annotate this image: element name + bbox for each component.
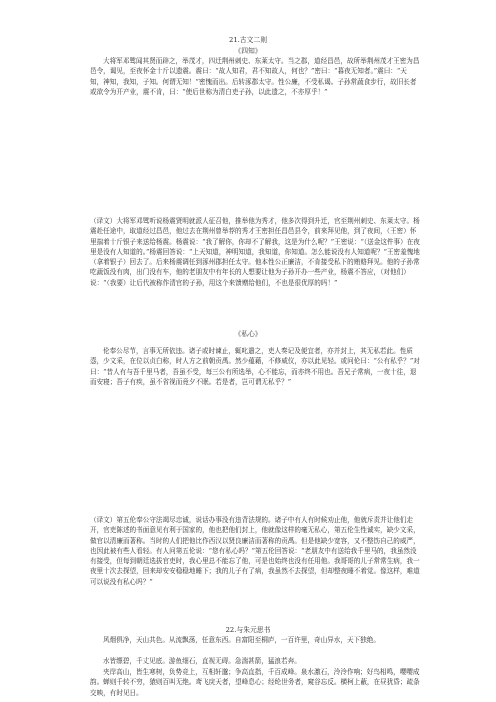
section-title-sixin: 《私心》	[234, 330, 262, 338]
sizhi-original-text: 大将军邓骘闻其贤而辟之，举茂才，四迁荆州刺史、东莱太守。当之郡，道经昌邑，故所举荆州茂才王密为昌邑令，谒见，至夜怀金十斤以遗震。震曰：“故人知君，君不知故人，何也？”密曰：“暮夜无知者。”震曰：“天知，神知，我知，子知。何谓无知！”密愧而出。后转涿郡太守。性公廉，不受私谒。子孙常蔬食步行，故旧长者或欲令为开产业，震不肯，曰：“使后世称为清白吏子孙，以此遗之，不亦厚乎！”	[90, 57, 420, 96]
lesson-heading-22: 22.与朱元思书	[225, 626, 271, 634]
sixin-original-text: 伦奉公尽节，言事无所依违。诸子或时谏止，辄叱遣之，吏人奏记及便宜者，亦并封上，其无私若此。性质悫，少文采，在位以贞白称，时人方之前朝贡禹。然少蕴藉，不修威仪，亦以此见轻。或问伦曰：“公有私乎？”对曰：“昔人有与吾千里马者，吾虽不受，每三公有所选举，心不能忘，而亦终不用也。吾兄子常病，一夜十往，退而安寝；吾子有疾，虽不省视而竟夕不眠。若是者，岂可谓无私乎？”	[90, 347, 420, 386]
sixin-translation: （译文）第五伦奉公守法竭尽忠诚，说话办事没有违背法规的。诸子中有人有时候劝止他，他就斥责并让他们走开，官吏陈述的书面意见有利于国家的，他也把他们封上，他就像这样的毫无私心，第五伦生性诚实，缺少文采，做官以清廉而著称。当时的人们把他比作西汉以贤良廉洁而著称的贡禹。但是他缺少宽容，又不整饬自己的威严，也因此被有些人看轻。有人问第五伦说：“您有私心吗？”第五伦回答说：“老朋友中有送给我千里马的，我虽然没有接受，但每到朝廷选拔官吏时，我心里总不能忘了他，可是也始终也没有任用他。我哥哥的儿子常常生病，我一夜里十次去探望，回来却安安稳稳地睡下；我的儿子有了病，我虽然不去探望，但却整夜睡不着觉。像这样，难道可以说没有私心吗？”	[90, 516, 420, 586]
section-title-sizhi: 《四知》	[234, 47, 262, 55]
yuzhu-paragraph-3: 夹岸高山，皆生寒树，负势竞上，互相轩邈；争高直指，千百成峰。泉水激石，泠泠作响；好鸟相鸣，嘤嘤成韵。蝉则千转不穷，猿则百叫无绝。鸢飞戾天者，望峰息心；经纶世务者，窥谷忘反。横柯上蔽，在昼犹昏；疏条交映，有时见日。	[90, 668, 420, 697]
yuzhu-paragraph-2: 水皆缥碧，千丈见底。游鱼细石，直视无碍。急湍甚箭，猛浪若奔。	[103, 657, 301, 665]
yuzhu-paragraph-1: 风烟俱净，天山共色。从流飘荡，任意东西。自富阳至桐庐，一百许里，奇山异水，天下独绝。	[103, 636, 380, 644]
sizhi-translation: （译文）大将军邓骘听说杨震贤明就派人征召他，推举他为秀才，他多次得到升迁，官至荆州刺史、东莱太守。杨震赴任途中，取道经过昌邑，他过去在荆州曾举荐的秀才王密担任昌邑县令，前来拜见他，到了夜间，（王密）怀里揣着十斤银子来送给杨震。杨震说：“我了解你，你却不了解我，这是为什么呢？”王密说：“（送金这件事）在夜里是没有人知道的。”杨震回答说：“上天知道，神明知道，我知道，你知道。怎么能说没有人知道呢？”王密羞愧地（拿着银子）回去了。后来杨震调任到涿州郡担任太守。他本性公正廉洁，不肯接受私下的贿赂拜见。他的子孙常吃蔬饭没有肉，出门没有车，他的老朋友中有年长的人想要让他为子孙开办一些产业，杨震不答应，（对他们）说：“（我要）让后代被称作清官的子孙，用这个来馈赠给他们，不也是很优厚的吗！”	[90, 217, 420, 287]
lesson-heading: 21.古文二则	[229, 36, 267, 44]
